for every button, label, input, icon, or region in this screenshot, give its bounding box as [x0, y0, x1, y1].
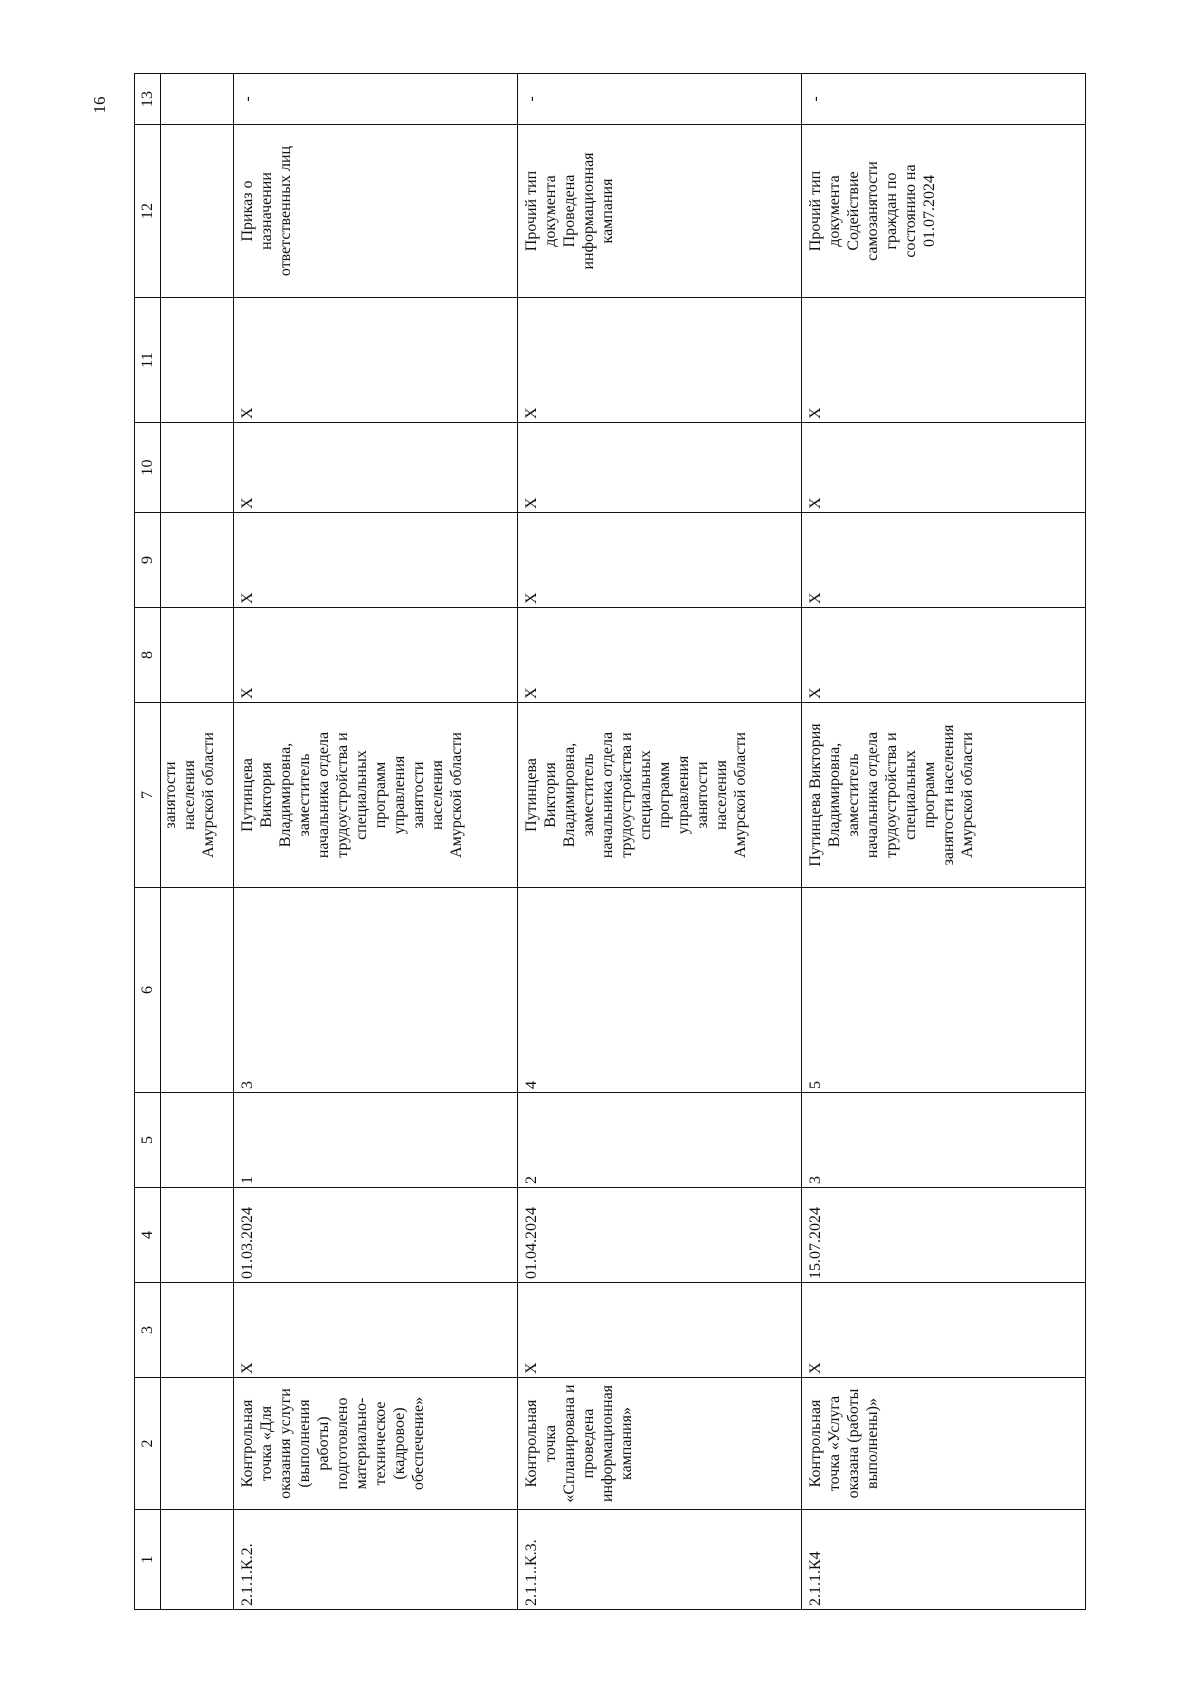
table-cell: X [801, 608, 1085, 703]
control-point-name-cell: Контрольная точка «Спланирована и проведена информационная кампания» [517, 1378, 801, 1510]
table-cell [160, 513, 233, 608]
table-cell: X [517, 1283, 801, 1378]
table-cell: 4 [517, 888, 801, 1093]
table-cell: X [801, 1283, 1085, 1378]
header-cell: 5 [135, 1093, 161, 1188]
table-cell: X [233, 608, 517, 703]
row-id-cell: 2.1.1.К4 [801, 1510, 1085, 1610]
control-points-table [134, 73, 1086, 1610]
header-cell: 2 [135, 1378, 161, 1510]
header-row [135, 74, 161, 1610]
date-cell: 01.03.2024 [233, 1188, 517, 1283]
table-cell: X [517, 513, 801, 608]
page-number: 16 [90, 96, 109, 114]
carryover-row [160, 74, 233, 1610]
responsible-cell: Путинцева Виктория Владимировна, заместитель начальника отдела трудоустройства и специальных программ управления занятости населения Амурской области [517, 703, 801, 888]
table-cell: X [801, 423, 1085, 513]
table-cell: 3 [801, 1093, 1085, 1188]
header-cell: 1 [135, 1510, 161, 1610]
document-cell: Прочий тип документа Содействие самозанятости граждан по состоянию на 01.07.2024 [801, 125, 1085, 298]
table-cell [160, 1378, 233, 1510]
control-point-name-cell: Контрольная точка «Для оказания услуги (выполнения работы) подготовлено материально- техническое (кадровое) обеспечение» [233, 1378, 517, 1510]
date-cell: 01.04.2024 [517, 1188, 801, 1283]
table-cell: X [233, 1283, 517, 1378]
table-cell: X [801, 513, 1085, 608]
row-id-cell: 2.1.1.К.2. [233, 1510, 517, 1610]
table-cell [160, 423, 233, 513]
table-cell: 2 [517, 1093, 801, 1188]
table-cell [160, 608, 233, 703]
table-cell: 1 [233, 1093, 517, 1188]
table-cell: X [517, 298, 801, 423]
table-cell [160, 1093, 233, 1188]
header-cell: 13 [135, 74, 161, 125]
header-cell: 8 [135, 608, 161, 703]
date-cell: 15.07.2024 [801, 1188, 1085, 1283]
rotated-table-container [134, 74, 1086, 1610]
header-cell: 12 [135, 125, 161, 298]
table-cell: X [801, 298, 1085, 423]
header-cell: 7 [135, 703, 161, 888]
table-cell: X [233, 423, 517, 513]
table-cell: X [517, 608, 801, 703]
document-cell: Приказ о назначении ответственных лиц [233, 125, 517, 298]
table-cell [160, 125, 233, 298]
table-row [517, 74, 801, 1610]
table-cell [160, 1188, 233, 1283]
header-cell: 10 [135, 423, 161, 513]
table-cell [160, 888, 233, 1093]
table-cell: 5 [801, 888, 1085, 1093]
document-cell: Прочий тип документа Проведена информационная кампания [517, 125, 801, 298]
header-cell: 4 [135, 1188, 161, 1283]
header-cell: 9 [135, 513, 161, 608]
table-cell: - [801, 74, 1085, 125]
table-cell: - [517, 74, 801, 125]
table-row [801, 74, 1085, 1610]
table-cell: 3 [233, 888, 517, 1093]
table-cell: - [233, 74, 517, 125]
header-cell: 11 [135, 298, 161, 423]
header-cell: 6 [135, 888, 161, 1093]
table-cell [160, 298, 233, 423]
row-id-cell: 2.1.1..К.3. [517, 1510, 801, 1610]
responsible-cell: Путинцева Виктория Владимировна, заместитель начальника отдела трудоустройства и специальных программ занятости населения Амурской области [801, 703, 1085, 888]
table-cell: X [233, 298, 517, 423]
control-point-name-cell: Контрольная точка «Услуга оказана (работы выполнены)» [801, 1378, 1085, 1510]
table-cell: X [233, 513, 517, 608]
table-cell [160, 1510, 233, 1610]
table-row [233, 74, 517, 1610]
carryover-responsible-cell: занятости населения Амурской области [160, 703, 233, 888]
table-cell [160, 1283, 233, 1378]
responsible-cell: Путинцева Виктория Владимировна, заместитель начальника отдела трудоустройства и специальных программ управления занятости населения Амурской области [233, 703, 517, 888]
table-cell [160, 74, 233, 125]
table-cell: X [517, 423, 801, 513]
header-cell: 3 [135, 1283, 161, 1378]
